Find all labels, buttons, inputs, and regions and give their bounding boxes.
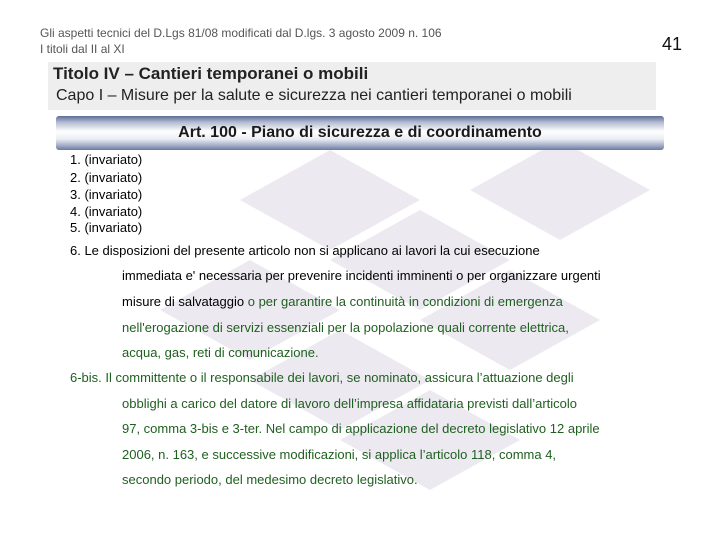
paragraph-6bis-line: 6-bis. Il committente o il responsabile dei lavori, se nominato, assicura l’attuazione degli bbox=[70, 370, 574, 385]
paragraph-6-text: misure di salvataggio bbox=[122, 294, 245, 309]
section-subtitle: Capo I – Misure per la salute e sicurezza nei cantieri temporanei o mobili bbox=[56, 87, 572, 104]
list-item: 5. (invariato) bbox=[70, 220, 143, 235]
article-title: Art. 100 - Piano di sicurezza e di coordinamento bbox=[178, 124, 542, 141]
paragraph-6-line bbox=[122, 294, 563, 309]
paragraph-6bis-line: 2006, n. 163, e successive modificazioni, si applica l’articolo 118, comma 4, bbox=[122, 447, 557, 462]
paragraph-6-amended-line: acqua, gas, reti di comunicazione. bbox=[122, 345, 319, 360]
paragraph-6bis-line: 97, comma 3-bis e 3-ter. Nel campo di applicazione del decreto legislativo 12 aprile bbox=[122, 421, 600, 436]
list-item: 1. (invariato) bbox=[70, 152, 143, 167]
paragraph-6bis-line: obblighi a carico del datore di lavoro dell’impresa affidataria previsti dall’articolo bbox=[122, 396, 577, 411]
list-item: 4. (invariato) bbox=[70, 204, 143, 219]
header-line-1: Gli aspetti tecnici del D.Lgs 81/08 modificati dal D.lgs. 3 agosto 2009 n. 106 bbox=[40, 26, 442, 40]
page-number: 41 bbox=[661, 34, 682, 54]
header-line-2: I titoli dal II al XI bbox=[40, 42, 125, 56]
section-title: Titolo IV – Cantieri temporanei o mobili bbox=[53, 64, 369, 83]
paragraph-6-amended-text: o per garantire la continuità in condizioni di emergenza bbox=[244, 294, 563, 309]
list-item: 3. (invariato) bbox=[70, 187, 143, 202]
paragraph-6bis-line: secondo periodo, del medesimo decreto legislativo. bbox=[122, 472, 418, 487]
paragraph-6-line: immediata e' necessaria per prevenire incidenti imminenti o per organizzare urgenti bbox=[122, 268, 601, 283]
paragraph-6-amended-line: nell'erogazione di servizi essenziali per la popolazione quali corrente elettrica, bbox=[122, 320, 569, 335]
paragraph-6-line: 6. Le disposizioni del presente articolo non si applicano ai lavori la cui esecuzione bbox=[70, 243, 540, 258]
list-item: 2. (invariato) bbox=[70, 170, 143, 185]
